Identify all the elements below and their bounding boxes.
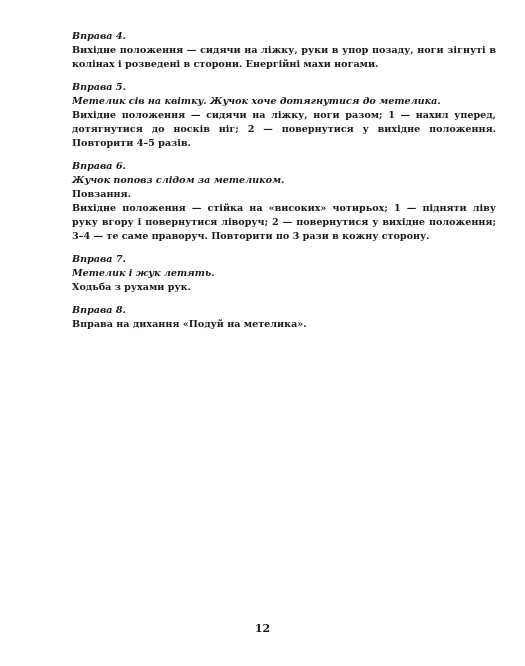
- exercise-title: Вправа 8.: [72, 305, 126, 316]
- exercise-6: [72, 160, 496, 244]
- exercise-title: Вправа 6.: [72, 161, 126, 172]
- exercise-subtitle: Метелик сів на квітку. Жучок хоче дотягнутися до метелика.: [72, 96, 441, 107]
- exercise-title: Вправа 7.: [72, 254, 126, 265]
- exercise-subtitle: Метелик і жук летять.: [72, 268, 215, 279]
- exercise-text: Вихідне положення — сидячи на ліжку, руки в упор позаду, ноги зігнуті в колінах і розведені в сторони. Енергійні махи ногами.: [72, 45, 496, 70]
- page-content: [72, 30, 496, 341]
- exercise-8: [72, 304, 496, 332]
- exercise-text: Вправа на дихання «Подуй на метелика».: [72, 319, 307, 330]
- exercise-text: Ходьба з рухами рук.: [72, 282, 191, 293]
- exercise-5: [72, 81, 496, 151]
- exercise-4: [72, 30, 496, 72]
- exercise-text: Повзання.: [72, 189, 131, 200]
- exercise-title: Вправа 4.: [72, 31, 126, 42]
- page-number: 12: [254, 622, 271, 635]
- exercise-text: Вихідне положення — стійка на «високих» чотирьох; 1 — підняти ліву руку вгору і повернутися ліворуч; 2 — повернутися у вихідне положення; 3–4 — те саме праворуч. Повторити по 3 рази в кожну сторону.: [72, 203, 496, 242]
- exercise-subtitle: Жучок поповз слідом за метеликом.: [72, 175, 285, 186]
- exercise-title: Вправа 5.: [72, 82, 126, 93]
- exercise-text: Вихідне положення — сидячи на ліжку, ноги разом; 1 — нахил уперед, дотягнутися до носків ніг; 2 — повернутися у вихідне положення. Повторити 4–5 разів.: [72, 110, 496, 149]
- exercise-7: [72, 253, 496, 295]
